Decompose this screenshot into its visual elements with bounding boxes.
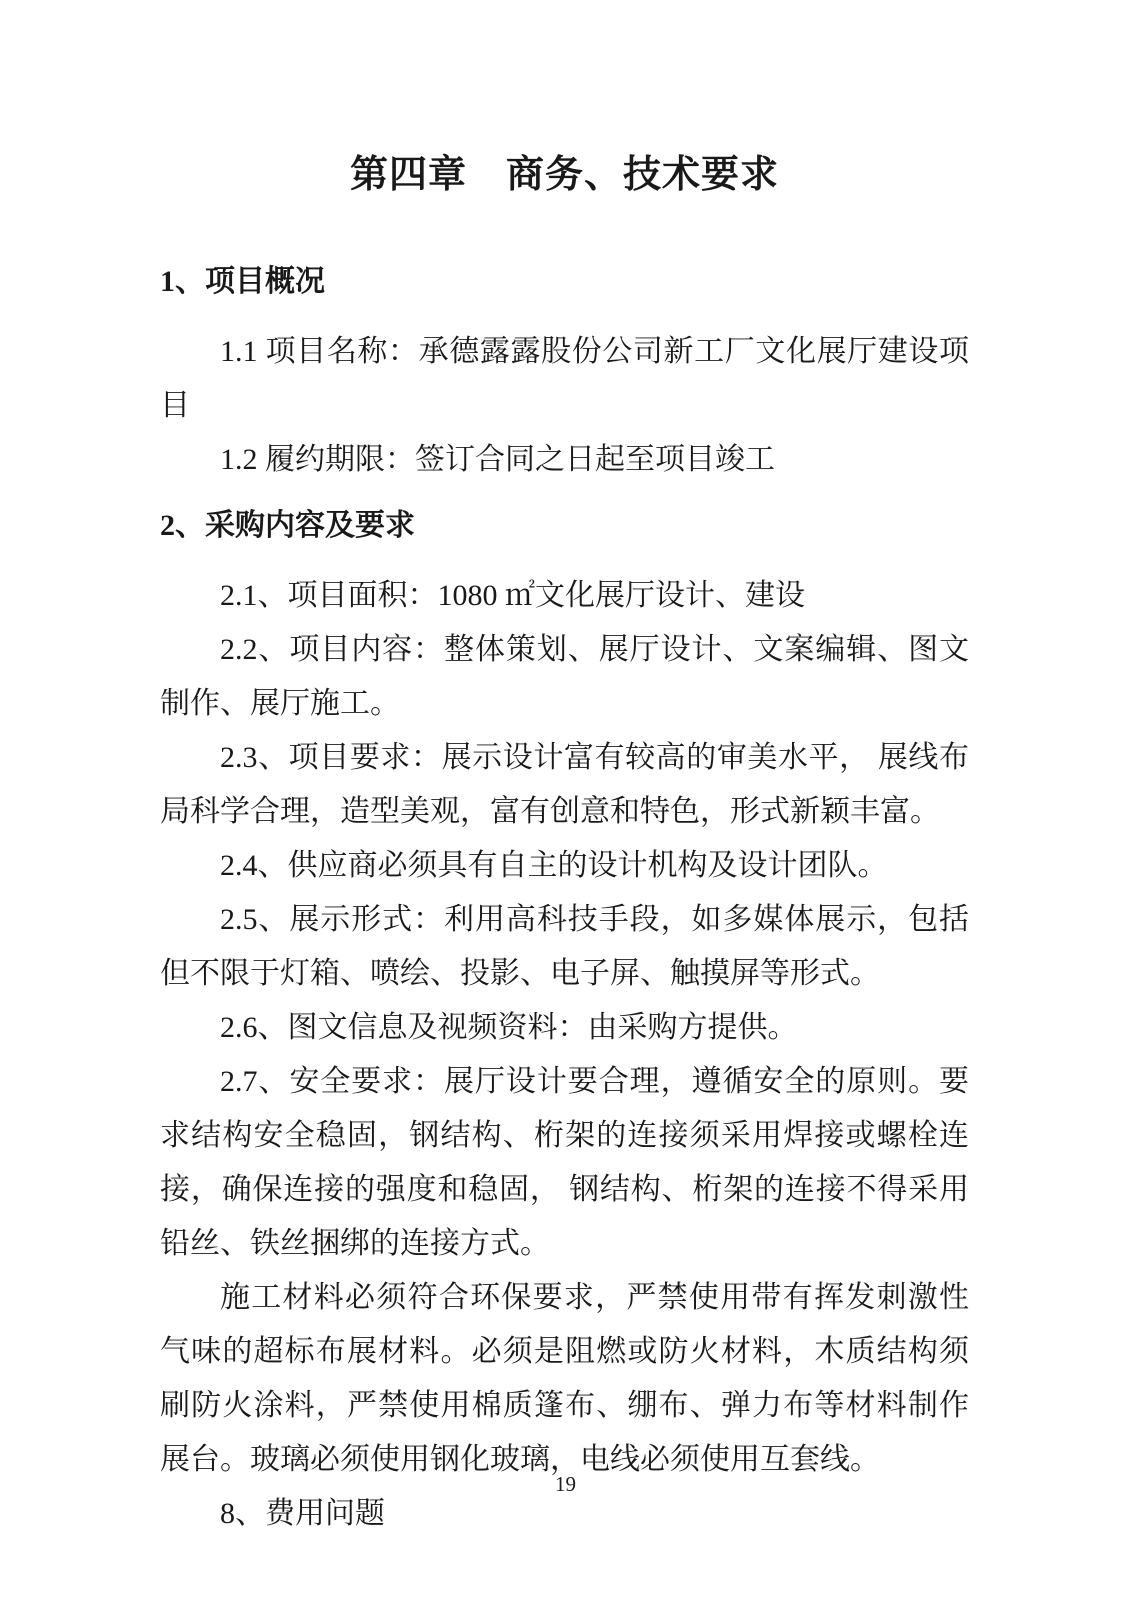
section-heading-procurement-requirements: 2、采购内容及要求 — [160, 509, 415, 542]
section-heading-project-overview: 1、项目概况 — [160, 265, 325, 298]
paragraph-performance-period: 1.2 履约期限：签订合同之日起至项目竣工 — [220, 443, 775, 476]
paragraph-safety-requirements: 2.7、安全要求：展厅设计要合理，遵循安全的原则。要求结构安全稳固，钢结构、桁架的连接须采用焊接或螺栓连接，确保连接的强度和稳固， 钢结构、桁架的连接不得采用铅丝、铁丝捆绑的连接方式。 — [160, 1065, 969, 1260]
paragraph-display-format: 2.5、展示形式：利用高科技手段，如多媒体展示，包括但不限于灯箱、喷绘、投影、电子屏、触摸屏等形式。 — [160, 903, 969, 990]
section-procurement-requirements — [160, 499, 969, 1541]
paragraph-supplier-requirement: 2.4、供应商必须具有自主的设计机构及设计团队。 — [220, 849, 888, 882]
paragraph-project-area: 2.1、项目面积：1080 ㎡文化展厅设计、建设 — [220, 579, 805, 612]
paragraph-construction-materials: 施工材料必须符合环保要求，严禁使用带有挥发刺激性气味的超标布展材料。必须是阻燃或防火材料，木质结构须刷防火涂料，严禁使用棉质篷布、绷布、弹力布等材料制作展台。玻璃必须使用钢化玻璃，电线必须使用互套线。 — [160, 1281, 969, 1476]
chapter-title: 第四章 商务、技术要求 — [349, 154, 779, 196]
page-number: 19 — [555, 1472, 576, 1496]
paragraph-project-name: 1.1 项目名称：承德露露股份公司新工厂文化展厅建设项目 — [160, 335, 969, 422]
paragraph-media-materials: 2.6、图文信息及视频资料：由采购方提供。 — [220, 1011, 798, 1044]
section-project-overview — [160, 255, 969, 487]
paragraph-cost-issues: 8、费用问题 — [220, 1497, 385, 1530]
paragraph-project-requirements: 2.3、项目要求：展示设计富有较高的审美水平， 展线布局科学合理，造型美观，富有创意和特色，形式新颖丰富。 — [160, 741, 969, 828]
paragraph-project-content: 2.2、项目内容：整体策划、展厅设计、文案编辑、图文制作、展厅施工。 — [160, 633, 969, 720]
